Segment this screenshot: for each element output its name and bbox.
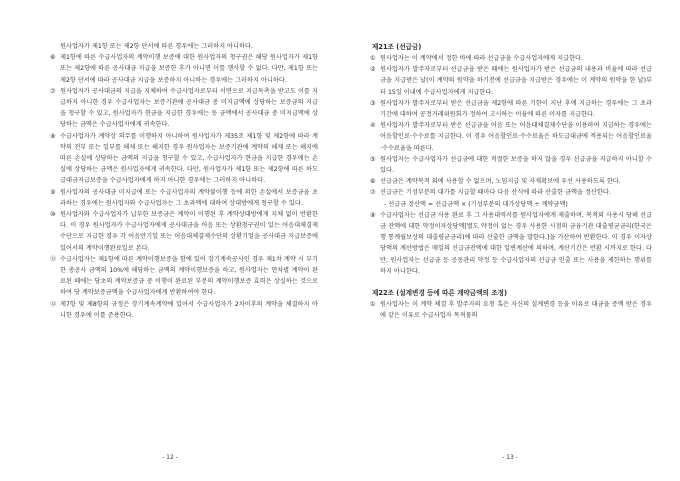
item-number: ① — [370, 301, 376, 309]
item-text: 원사업자는 이 계약 체결 후 발주자의 요청 혹은 자신의 설계변경 등을 이유로 대금을 증액 받은 경우에 같은 이유로 수급사업자 목적물의 — [380, 301, 652, 320]
left-item-1 — [50, 52, 318, 86]
item-text: 선급금은 계약목적 외에 사용할 수 없으며, 노임지급 및 자재확보에 우선 사용하도록 한다. — [380, 178, 621, 186]
left-item-list — [50, 52, 318, 321]
left-item-6 — [50, 254, 318, 299]
item-number: ① — [370, 55, 376, 62]
item-number: ⑦ — [370, 189, 376, 197]
article-21-item-4 — [370, 120, 652, 154]
item-text: 원사업자의 공사대금 미지급에 또는 수급사업자의 계약불이행 등에 의한 손실에서 보증금을 초과하는 경우에는 원사업자와 수급사업자는 그 초과액에 대하여 상대방에게 청구할 수 있다. — [60, 188, 318, 207]
item-number: ⑥ — [370, 178, 376, 186]
item-number: ⑪ — [50, 255, 57, 263]
item-number: ⑫ — [50, 300, 57, 308]
item-number: ⑦ — [50, 87, 56, 95]
item-number: ⑩ — [50, 211, 56, 219]
item-text: 수급사업자는 선급금 사용 완료 후 그 사용내역서를 원사업자에게 제출하며, 목적외 사용시 당해 선급금 잔액에 대한 약정이자상당액[별도 약정이 없는 경우 사용한 시점의 금융기관 대출평균금리(한국은행 통계월보상의 대출평균금리)에 따라 산출한 금액을 말한다.]을 가산하여 반환한다. 이 경우 이자상당액의 계산방법은 매일의 선급금잔액에 대한 일변계산에 의하며, 계산기간은 반환 시까지로 한다. 다만, 원사업자는 선급금 등 공동관리 약정 등 수급사업자의 선급금 인출 또는 사용을 제한하는 행위를 하지 아니한다. — [380, 211, 652, 275]
left-item-3 — [50, 131, 318, 187]
item-number: ⑧ — [370, 211, 376, 219]
article-21-item-6 — [370, 176, 652, 187]
article-22-item-list — [370, 299, 652, 321]
article-21-item-5 — [370, 154, 652, 176]
article-21-item-8 — [370, 210, 652, 277]
settlement-formula: - 선급금 정산액 = 선급금액 × (기성부분의 대가상당액 ÷ 계약금액) — [384, 200, 568, 208]
right-page — [340, 0, 680, 481]
article-22-heading: 제22조 (설계변경 등에 따른 계약금액의 조정) — [372, 289, 507, 298]
page-number-right: - 13 - — [502, 454, 518, 461]
left-item-5 — [50, 209, 318, 254]
item-number: ⑨ — [50, 188, 56, 196]
item-text: 제7항 및 제8항의 규정은 장기계속계약에 있어서 수급사업자가 2차이후의 계약을 체결하지 아니한 경우에 이를 준용한다. — [60, 300, 318, 319]
item-text: 원사업자가 발주자로부터 받은 선급금을 제2항에 따른 기한이 지난 후에 지급하는 경우에는 그 초과기간에 대하여 공정거래위원회가 정하여 고시하는 이율에 따른 이자를 지급한다. — [380, 99, 652, 119]
item-number: ⑥ — [50, 54, 56, 62]
item-text: 제1항에 따른 수급사업자의 계약이행 보증에 대한 원사업자의 청구권은 해당 원사업자가 제1항 또는 제2항에 따른 공사대금 지급을 보증한 후가 아니면 이를 행사할 수 없다. 다만, 제1항 또는 제2항 단서에 따라 공사대금 지급을 보증하지 아니하는 경우에는 그러하지 아니하다. — [60, 54, 318, 84]
left-item-7 — [50, 299, 318, 321]
item-text: 원사업자가 발주자로부터 받은 선급금을 어음 또는 어음대체결제수단을 이용하여 지급하는 경우에는 어음할인료·수수료를 지급한다. 이 경우 어음할인료·수수료율은 하도급대금에 적용되는 어음할인료율·수수료율을 따른다. — [380, 122, 652, 152]
article-21-item-7 — [370, 187, 652, 198]
item-text: 원사업자는 이 계약에서 정한 바에 따라 선급금을 수급사업자에게 지급한다. — [380, 55, 583, 62]
item-text: 원사업자가 발주자로부터 선급금을 받은 때에는 원사업자가 받은 선급금의 내용과 비율에 따라 선급금을 지급받은 날(이 계약의 원약을 하기전에 선급금을 지급받은 경우에는 이 계약의 원약을 한 날)부터 15일 이내에 수급사업자에게 지급한다. — [380, 66, 652, 96]
article-22-item-1 — [370, 299, 652, 321]
left-item-4 — [50, 187, 318, 209]
item-number: ⑤ — [370, 155, 376, 163]
lead-paragraph: 원사업자가 제1항 또는 제2항 단서에 따른 경우에는 그러하지 아니하다. — [60, 43, 253, 50]
page-number-left: - 12 - — [162, 454, 178, 461]
left-item-2 — [50, 86, 318, 131]
article-21-heading: 제21조 (선급금) — [372, 43, 422, 51]
item-text: 수급사업자가 계약상 의무를 이행하지 아니하여 원사업자가 제35조 제1항 및 제2항에 따라 계약의 전부 또는 일부를 해제 또는 해지한 경우 원사업자는 보증기관에 계약의 해제 또는 해지에 따른 손실에 상당하는 금액의 지급을 청구할 수 있고, 수급사업자가 현금을 지급한 경우에는 손실에 상당하는 금액은 원사업자에게 귀속한다. 다만, 원사업자가 제1항 또는 제2항에 따른 하도급대금지급보증을 수급사업자에게 하지 아니한 경우에는 그러하지 아니하다. — [60, 132, 318, 185]
item-number: ③ — [370, 99, 376, 107]
article-21-item-3 — [370, 98, 652, 120]
item-text: 원사업자가 공사대금의 지급을 지체하여 수급사업자로부터 서면으로 지급독촉을 받고도 이를 지급하지 아니한 경우 수급사업자는 보증기관에 공사대금 중 미지급액에 상당하는 보증금의 지급을 청구할 수 있고, 원사업자가 현금을 지급한 경우에는 동 금액에서 공사대금 중 미지급액에 상당하는 금액은 수급사업자에게 귀속한다. — [60, 87, 318, 129]
item-text: 원사업자와 수급사업자가 납부한 보증금은 계약이 이행된 후 계약상대방에게 지체 없이 반환한다. 이 경우 원사업자가 수급사업자에게 공사대금을 어음 또는 상환청구권이 있는 어음대체결제수단으로 지급한 경우 각 어음만기일 또는 어음대체결제수단의 상환기일을 공사대금 지급보증에 있어서의 계약이행완료일로 본다. — [60, 211, 318, 252]
item-text: 선급금은 기성부분의 대가를 지급할 때마다 다음 산식에 따라 산출한 금액을 정산한다. — [380, 189, 611, 197]
item-text: 수급사업자는 제1항에 따른 계약이행보증을 함에 있어 장기계속공사인 경우 제1차 계약 시 부기한 총공사 금액의 10%에 해당하는 금액의 계약이행보증을 하고, 원사업자는 연차별 계약이 완료된 때에는 당초의 계약보증금 중 이행이 완료된 부분의 계약이행보증 효력은 상실하는 것으로 하여 당 계약보증금액을 수급사업자에게 반환하여야 한다. — [60, 255, 318, 297]
item-text: 원사업자는 수급사업자가 선급금에 대한 적절한 보증을 하지 않을 경우 선급금을 지급하지 아니할 수 있다. — [380, 155, 652, 175]
article-21-item-2 — [370, 64, 652, 98]
item-number: ④ — [370, 122, 376, 130]
article-21-item-1 — [370, 53, 652, 64]
article-21-item-list — [370, 53, 652, 199]
item-number: ② — [370, 66, 376, 74]
item-number: ⑧ — [50, 132, 56, 140]
